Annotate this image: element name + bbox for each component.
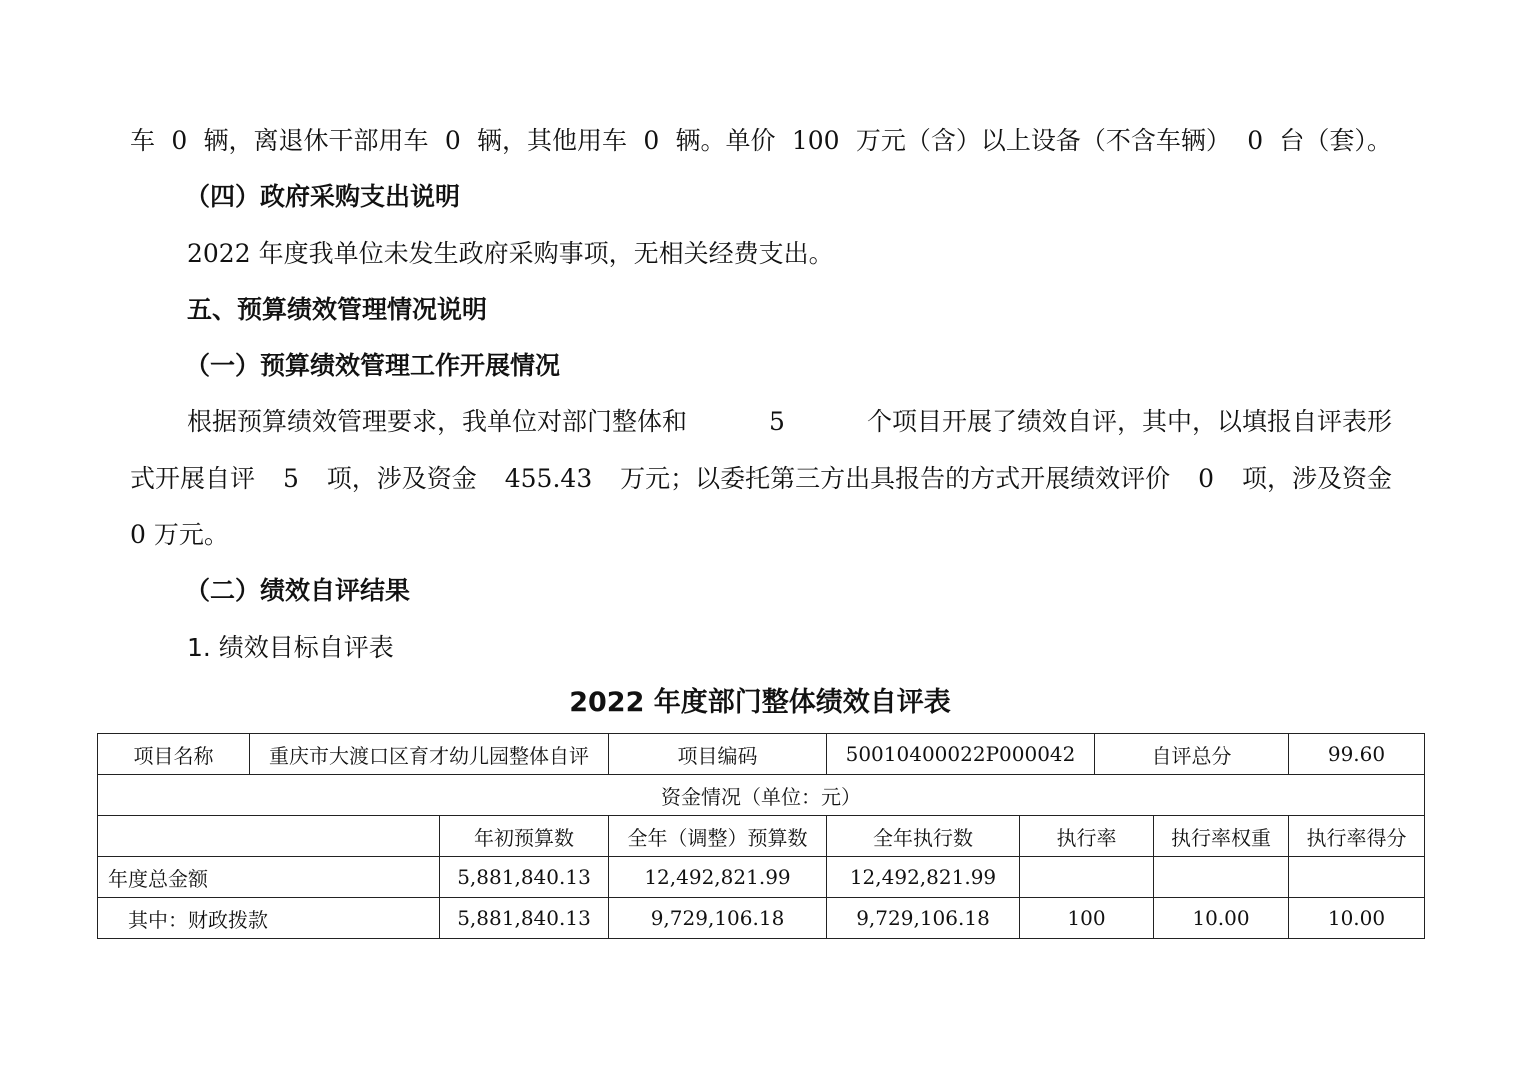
column-header-execution-rate: 执行率	[1020, 816, 1154, 857]
table-row-project-info	[98, 734, 1425, 775]
table-title: 2022 年度部门整体绩效自评表	[569, 687, 951, 718]
cell-rate-weight	[1154, 857, 1289, 898]
section-heading-self-eval-results: （二）绩效自评结果	[185, 576, 411, 605]
table-row-column-headers	[98, 816, 1425, 857]
column-header-executed: 全年执行数	[827, 816, 1020, 857]
procurement-text: 2022 年度我单位未发生政府采购事项，无相关经费支出。	[187, 239, 834, 268]
table-row	[98, 898, 1425, 939]
column-header-blank	[98, 816, 440, 857]
column-header-adjusted-budget: 全年（调整）预算数	[609, 816, 827, 857]
project-name-value: 重庆市大渡口区育才幼儿园整体自评	[250, 734, 609, 775]
performance-text-line-2: 式开展自评 5 项，涉及资金 455.43 万元；以委托第三方出具报告的方式开展绩效评价 0 项，涉及资金	[130, 464, 1392, 493]
cell-adjusted-budget: 9,729,106.18	[609, 898, 827, 939]
subsection-heading-text: 1. 绩效目标自评表	[187, 633, 394, 662]
cell-executed: 12,492,821.99	[827, 857, 1020, 898]
vehicle-count-text: 车 0 辆，离退休干部用车 0 辆，其他用车 0 辆。单价 100 万元（含）以上设备（不含车辆） 0 台（套）。	[130, 126, 1392, 155]
cell-executed: 9,729,106.18	[827, 898, 1020, 939]
row-label-annual-total: 年度总金额	[98, 857, 440, 898]
cell-execution-rate	[1020, 857, 1154, 898]
cell-initial-budget: 5,881,840.13	[440, 857, 609, 898]
cell-initial-budget: 5,881,840.13	[440, 898, 609, 939]
performance-text-line-1: 根据预算绩效管理要求，我单位对部门整体和 5 个项目开展了绩效自评，其中，以填报自评表形	[187, 407, 1392, 436]
project-code-value: 50010400022P000042	[827, 734, 1095, 775]
project-code-label: 项目编码	[609, 734, 827, 775]
total-score-value: 99.60	[1289, 734, 1425, 775]
cell-execution-rate: 100	[1020, 898, 1154, 939]
performance-self-eval-table	[97, 733, 1425, 939]
section-heading-work-status: （一）预算绩效管理工作开展情况	[185, 351, 561, 380]
performance-text-line-3: 0 万元。	[130, 520, 229, 549]
row-label-fiscal-allocation: 其中：财政拨款	[98, 898, 440, 939]
cell-adjusted-budget: 12,492,821.99	[609, 857, 827, 898]
table-row-funding-header	[98, 775, 1425, 816]
column-header-initial-budget: 年初预算数	[440, 816, 609, 857]
subsection-heading-target-table	[187, 633, 394, 663]
cell-rate-weight: 10.00	[1154, 898, 1289, 939]
project-name-label: 项目名称	[98, 734, 250, 775]
column-header-rate-weight: 执行率权重	[1154, 816, 1289, 857]
total-score-label: 自评总分	[1095, 734, 1289, 775]
section-heading-budget-performance: 五、预算绩效管理情况说明	[187, 295, 488, 324]
column-header-rate-score: 执行率得分	[1289, 816, 1425, 857]
cell-rate-score: 10.00	[1289, 898, 1425, 939]
funding-header: 资金情况（单位：元）	[98, 775, 1425, 816]
section-heading-procurement: （四）政府采购支出说明	[185, 182, 461, 211]
cell-rate-score	[1289, 857, 1425, 898]
table-row	[98, 857, 1425, 898]
